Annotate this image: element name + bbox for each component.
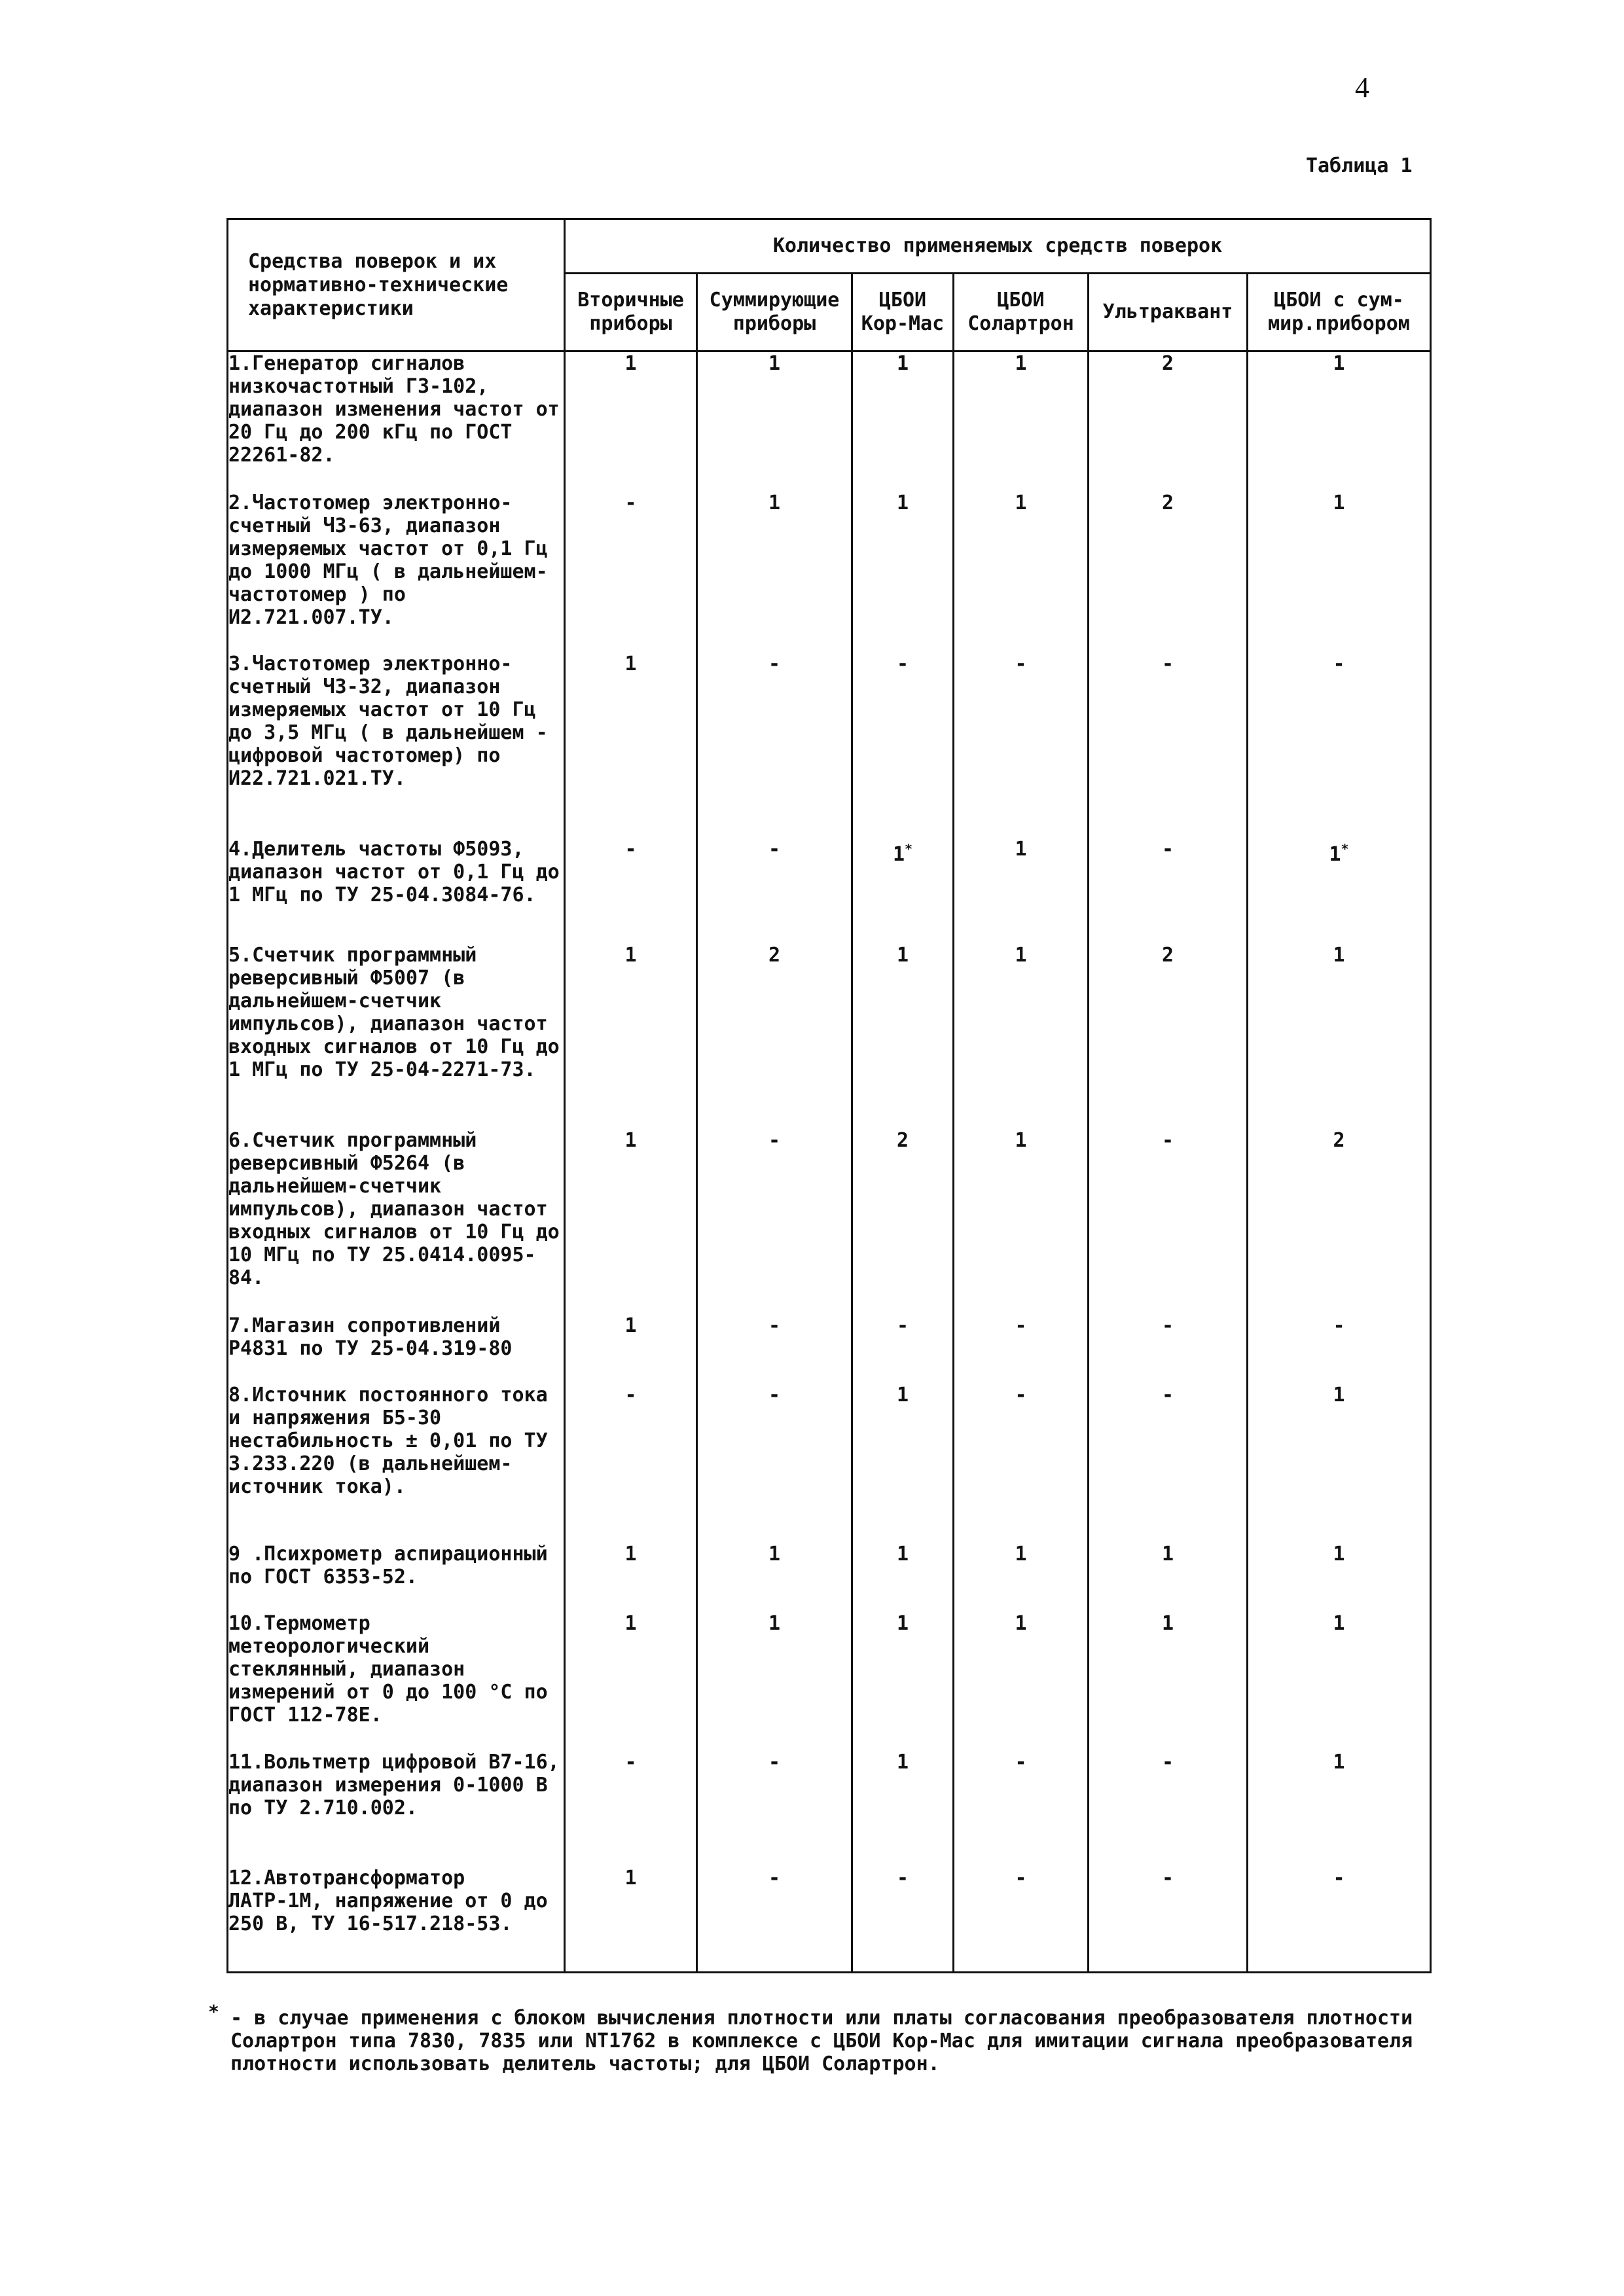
table-row bbox=[228, 1543, 1431, 1612]
row-value: 1 bbox=[954, 838, 1089, 944]
header-col-secondary: Вторичные приборы bbox=[565, 274, 697, 351]
row-description: 7.Магазин сопротивлений Р4831 по ТУ 25-04.319-80 bbox=[228, 1314, 565, 1384]
row-value: 1 bbox=[565, 1867, 697, 1973]
row-value: - bbox=[1089, 653, 1248, 838]
row-value: 1 bbox=[954, 944, 1089, 1129]
header-quantity-group: Количество применяемых средств поверок bbox=[565, 219, 1431, 274]
row-value: - bbox=[565, 838, 697, 944]
row-value: 1 bbox=[1248, 1751, 1431, 1867]
row-value: - bbox=[1089, 1129, 1248, 1314]
row-value: - bbox=[1089, 1384, 1248, 1543]
row-value: - bbox=[697, 1751, 852, 1867]
table-row bbox=[228, 838, 1431, 944]
row-value: - bbox=[954, 1867, 1089, 1973]
row-value: 1* bbox=[852, 838, 954, 944]
row-description: 9 .Психрометр аспирационный по ГОСТ 6353-52. bbox=[228, 1543, 565, 1612]
row-value: 2 bbox=[852, 1129, 954, 1314]
row-description: 1.Генератор сигналов низкочастотный Г3-102, диапазон изменения частот от 20 Гц до 200 кГц по ГОСТ 22261-82. bbox=[228, 351, 565, 492]
table-row bbox=[228, 492, 1431, 653]
row-description: 8.Источник постоянного тока и напряжения Б5-30 нестабильность ± 0,01 по ТУ 3.233.220 (в дальнейшем-источник тока). bbox=[228, 1384, 565, 1543]
row-value: 1 bbox=[697, 351, 852, 492]
row-value: - bbox=[1089, 1314, 1248, 1384]
row-value: - bbox=[954, 653, 1089, 838]
footnote-text: - в случае применения с блоком вычисления плотности или платы согласования преобразователя плотности Солартрон типа 7830, 7835 или NT1762 в комплексе с ЦБОИ Кор-Мас для имитации сигнала преобразователя плотности использовать делитель частоты; для ЦБОИ Солартрон. bbox=[230, 2007, 1425, 2075]
row-value: 1 bbox=[565, 1129, 697, 1314]
page-number: 4 bbox=[1355, 71, 1369, 103]
footnote bbox=[208, 2001, 1439, 2075]
row-value: 2 bbox=[697, 944, 852, 1129]
table-row bbox=[228, 1867, 1431, 1973]
row-description: 4.Делитель частоты Ф5093, диапазон частот от 0,1 Гц до 1 МГц по ТУ 25-04.3084-76. bbox=[228, 838, 565, 944]
row-description: 10.Термометр метеорологический стеклянный, диапазон измерений от 0 до 100 °C по ГОСТ 112-78Е. bbox=[228, 1612, 565, 1751]
row-value: - bbox=[954, 1314, 1089, 1384]
header-col-cboi-solartron: ЦБОИ Солартрон bbox=[954, 274, 1089, 351]
row-value: 1 bbox=[697, 1543, 852, 1612]
table-row bbox=[228, 1129, 1431, 1314]
row-value: - bbox=[565, 492, 697, 653]
row-value: 1 bbox=[852, 1612, 954, 1751]
row-value: 1 bbox=[852, 351, 954, 492]
table-row bbox=[228, 351, 1431, 492]
row-value: 1 bbox=[1248, 944, 1431, 1129]
row-value: 1 bbox=[1248, 1543, 1431, 1612]
row-value: - bbox=[1248, 1867, 1431, 1973]
row-value: - bbox=[1089, 838, 1248, 944]
row-value: - bbox=[852, 1314, 954, 1384]
row-description: 6.Счетчик программный реверсивный Ф5264 (в дальнейшем-счетчик импульсов), диапазон частот входных сигналов от 10 Гц до 10 МГц по ТУ 25.0414.0095-84. bbox=[228, 1129, 565, 1314]
row-value: - bbox=[1248, 653, 1431, 838]
row-value: 1* bbox=[1248, 838, 1431, 944]
row-description: 3.Частотомер электронно-счетный Ч3-32, диапазон измеряемых частот от 10 Гц до 3,5 МГц ( в дальнейшем - цифровой частотомер) по И22.721.021.ТУ. bbox=[228, 653, 565, 838]
row-value: - bbox=[954, 1751, 1089, 1867]
row-value: 1 bbox=[852, 492, 954, 653]
row-value: - bbox=[565, 1751, 697, 1867]
row-value: 1 bbox=[565, 653, 697, 838]
row-value: - bbox=[852, 1867, 954, 1973]
row-value: 1 bbox=[954, 1129, 1089, 1314]
row-value: 1 bbox=[1248, 1384, 1431, 1543]
row-value: 1 bbox=[954, 1612, 1089, 1751]
row-description: 12.Автотрансформатор ЛАТР-1М, напряжение от 0 до 250 В, ТУ 16-517.218-53. bbox=[228, 1867, 565, 1973]
header-col-summing: Суммирующие приборы bbox=[697, 274, 852, 351]
row-value: 1 bbox=[954, 1543, 1089, 1612]
header-col-cboi-summing: ЦБОИ с сум-мир.прибором bbox=[1248, 274, 1431, 351]
row-value: 1 bbox=[1248, 1612, 1431, 1751]
row-value: 1 bbox=[697, 1612, 852, 1751]
row-value: - bbox=[565, 1384, 697, 1543]
row-value: 1 bbox=[852, 1751, 954, 1867]
row-value: 1 bbox=[697, 492, 852, 653]
row-value: 2 bbox=[1089, 492, 1248, 653]
row-value: 1 bbox=[565, 351, 697, 492]
footnote-ref: * bbox=[1341, 840, 1349, 857]
row-value: 1 bbox=[565, 1543, 697, 1612]
row-value: 2 bbox=[1089, 351, 1248, 492]
row-value: 1 bbox=[852, 1543, 954, 1612]
table-row bbox=[228, 1751, 1431, 1867]
row-value: 1 bbox=[565, 1612, 697, 1751]
row-value: 2 bbox=[1248, 1129, 1431, 1314]
row-value: - bbox=[697, 1314, 852, 1384]
table-row bbox=[228, 1384, 1431, 1543]
footnote-ref: * bbox=[905, 840, 913, 857]
row-value: - bbox=[697, 838, 852, 944]
table-row bbox=[228, 944, 1431, 1129]
row-value: - bbox=[697, 1129, 852, 1314]
row-value: - bbox=[1089, 1867, 1248, 1973]
row-value: 1 bbox=[565, 944, 697, 1129]
row-description: 2.Частотомер электронно-счетный Ч3-63, диапазон измеряемых частот от 0,1 Гц до 1000 МГц ( в дальнейшем-частотомер ) по И2.721.007.ТУ. bbox=[228, 492, 565, 653]
row-value: 1 bbox=[1248, 492, 1431, 653]
row-value: 1 bbox=[954, 351, 1089, 492]
row-value: - bbox=[954, 1384, 1089, 1543]
row-value: - bbox=[697, 1867, 852, 1973]
row-value: - bbox=[697, 1384, 852, 1543]
row-value: - bbox=[1248, 1314, 1431, 1384]
row-value: - bbox=[697, 653, 852, 838]
row-value: 1 bbox=[1089, 1612, 1248, 1751]
row-value: 1 bbox=[852, 944, 954, 1129]
row-description: 5.Счетчик программный реверсивный Ф5007 (в дальнейшем-счетчик импульсов), диапазон частот входных сигналов от 10 Гц до 1 МГц по ТУ 25-04-2271-73. bbox=[228, 944, 565, 1129]
table-row bbox=[228, 1314, 1431, 1384]
table-caption: Таблица 1 bbox=[1306, 154, 1413, 177]
verification-tools-table bbox=[226, 218, 1432, 1973]
row-value: 1 bbox=[1248, 351, 1431, 492]
header-col-ultrakvant: Ультраквант bbox=[1089, 274, 1248, 351]
row-description: 11.Вольтметр цифровой В7-16, диапазон измерения 0-1000 В по ТУ 2.710.002. bbox=[228, 1751, 565, 1867]
table-row bbox=[228, 653, 1431, 838]
footnote-marker: * bbox=[208, 2001, 219, 2022]
header-tools: Средства поверок и их нормативно-технические характеристики bbox=[228, 219, 565, 351]
table-row bbox=[228, 1612, 1431, 1751]
row-value: 1 bbox=[565, 1314, 697, 1384]
row-value: - bbox=[852, 653, 954, 838]
row-value: 1 bbox=[1089, 1543, 1248, 1612]
row-value: 1 bbox=[852, 1384, 954, 1543]
row-value: 2 bbox=[1089, 944, 1248, 1129]
row-value: 1 bbox=[954, 492, 1089, 653]
table-body bbox=[228, 351, 1431, 1973]
row-value: - bbox=[1089, 1751, 1248, 1867]
header-col-cboi-kormas: ЦБОИ Кор-Мас bbox=[852, 274, 954, 351]
